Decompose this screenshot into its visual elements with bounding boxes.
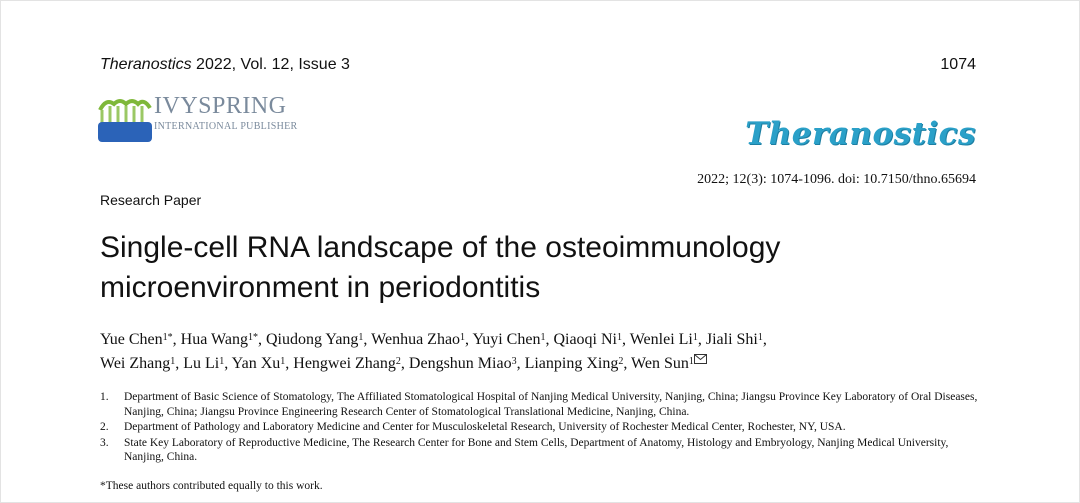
- author-separator: ,: [762, 331, 767, 348]
- author-affiliation: 1: [757, 332, 763, 343]
- author-affiliation: 1: [170, 356, 176, 367]
- author-affiliation: 1: [219, 356, 225, 367]
- journal-issue: [100, 56, 350, 74]
- author-name: Hua Wang: [180, 331, 248, 348]
- author-separator: ,: [257, 331, 266, 348]
- publisher-name: IVYSPRING: [154, 93, 287, 119]
- affiliation-number: 2.: [100, 421, 109, 434]
- author-name: Yue Chen: [100, 331, 163, 348]
- author-separator: ,: [545, 331, 554, 348]
- journal-logo: Theranostics: [745, 116, 976, 152]
- author-separator: ,: [516, 355, 525, 372]
- author-name: Wenlei Li: [629, 331, 693, 348]
- author-name: Wei Zhang: [100, 355, 171, 372]
- author-list: [100, 328, 980, 376]
- title-line: microenvironment in periodontitis: [100, 271, 541, 304]
- author-name: Dengshun Miao: [408, 355, 512, 372]
- author-name: Qiaoqi Ni: [553, 331, 617, 348]
- paper-type: Research Paper: [100, 192, 202, 208]
- journal-name: Theranostics: [100, 56, 192, 73]
- author-name: Jiali Shi: [705, 331, 758, 348]
- author-name: Wen Sun: [631, 355, 689, 372]
- author-separator: ,: [285, 355, 294, 372]
- title-line: Single-cell RNA landscape of the osteoimmunology: [100, 231, 781, 264]
- affiliation-list: [100, 390, 980, 466]
- author-name: Hengwei Zhang: [293, 355, 396, 372]
- affiliation-text: State Key Laboratory of Reproductive Medicine, The Research Center for Bone and Stem Cells, Department of Anatomy, Histology and Embryology, Nanjing Medical University, Nanjing, China.: [124, 436, 949, 464]
- author-separator: ,: [172, 331, 181, 348]
- affiliation-number: 3.: [100, 436, 109, 449]
- affiliation-item: [100, 420, 980, 435]
- volume-issue: 2022, Vol. 12, Issue 3: [191, 56, 350, 73]
- author-separator: ,: [622, 331, 630, 348]
- ivyspring-logo: [96, 93, 316, 146]
- author-affiliation: 1: [358, 332, 364, 343]
- author-line: [100, 328, 980, 352]
- author-separator: ,: [697, 331, 706, 348]
- author-separator: ,: [623, 355, 632, 372]
- author-affiliation: 1: [688, 356, 694, 367]
- affiliation-item: [100, 390, 980, 419]
- author-line: [100, 352, 980, 376]
- author-name: Lu Li: [183, 355, 220, 372]
- author-affiliation: 1: [460, 332, 466, 343]
- author-separator: ,: [175, 355, 184, 372]
- envelope-icon[interactable]: [694, 354, 707, 364]
- author-name: Qiudong Yang: [265, 331, 359, 348]
- affiliation-item: [100, 436, 980, 465]
- running-header: [100, 56, 976, 80]
- page-number: 1074: [940, 56, 976, 73]
- citation-doi: 2022; 12(3): 1074-1096. doi: 10.7150/thno.65694: [697, 172, 976, 187]
- author-affiliation: 1: [692, 332, 698, 343]
- author-name: Yuyi Chen: [472, 331, 541, 348]
- paper-title: [100, 228, 980, 308]
- author-affiliation: 3: [511, 356, 517, 367]
- affiliation-text: Department of Basic Science of Stomatology, The Affiliated Stomatological Hospital of Nanjing Medical University, Nanjing, China; Jiangsu Province Key Laboratory of Oral Diseases, Nanjing, China; Jiangsu Province Engineering Research Center of Stomatological Translational Medicine, Nanjing, China.: [124, 391, 978, 418]
- ivyspring-mark-icon: [96, 96, 154, 146]
- author-separator: ,: [363, 331, 372, 348]
- author-affiliation: 2: [395, 356, 401, 367]
- equal-contribution-note: *These authors contributed equally to this work.: [100, 480, 323, 492]
- author-name: Lianping Xing: [524, 355, 619, 372]
- author-name: Yan Xu: [231, 355, 281, 372]
- author-name: Wenhua Zhao: [371, 331, 461, 348]
- affiliation-text: Department of Pathology and Laboratory Medicine and Center for Musculoskeletal Research, University of Rochester Medical Center, Rochester, NY, USA.: [124, 421, 846, 434]
- publisher-subtitle: INTERNATIONAL PUBLISHER: [154, 121, 298, 132]
- author-affiliation: 1*: [247, 332, 258, 343]
- affiliation-number: 1.: [100, 391, 109, 403]
- author-affiliation: 2: [618, 356, 624, 367]
- author-separator: ,: [224, 355, 232, 372]
- author-separator: ,: [465, 331, 473, 348]
- author-affiliation: 1: [540, 332, 546, 343]
- author-separator: ,: [400, 355, 409, 372]
- author-affiliation: 1*: [162, 332, 173, 343]
- author-affiliation: 1: [280, 356, 286, 367]
- author-affiliation: 1: [617, 332, 622, 343]
